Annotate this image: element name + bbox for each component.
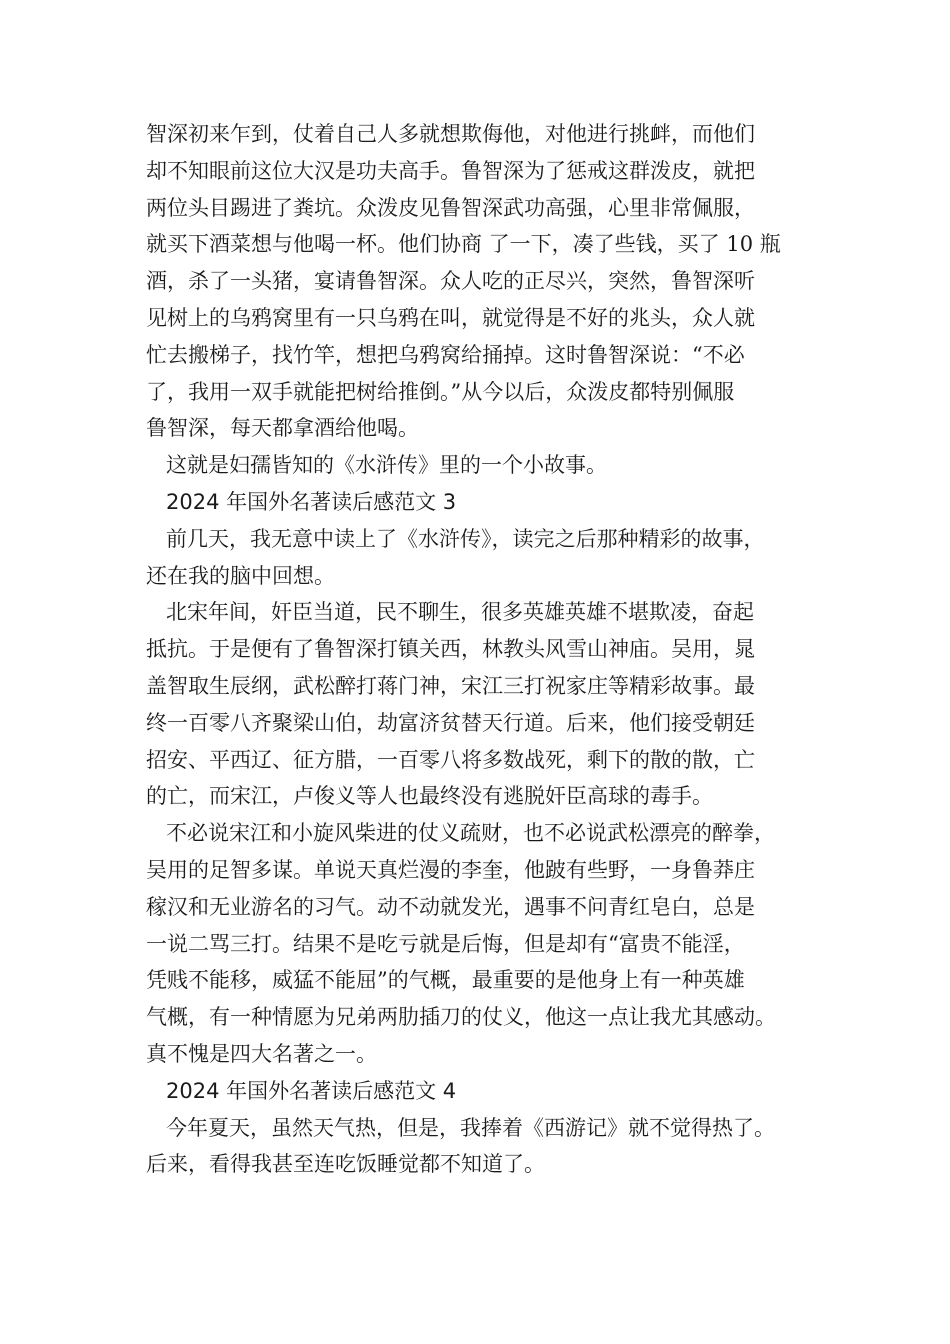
- paragraph-line: 稼汉和无业游名的习气。动不动就发光，遇事不问青红皂白，总是: [146, 894, 755, 919]
- paragraph-line: 前几天，我无意中读上了《水浒传》，读完之后那种精彩的故事，: [166, 526, 765, 551]
- paragraph-line: 却不知眼前这位大汉是功夫高手。鲁智深为了惩戒这群泼皮，就把: [146, 158, 755, 183]
- paragraph-line: 今年夏天，虽然天气热，但是，我捧着《西游记》就不觉得热了。: [166, 1115, 775, 1140]
- paragraph-line: 后来，看得我甚至连吃饭睡觉都不知道了。: [146, 1152, 545, 1177]
- paragraph-line: 就买下酒菜想与他喝一杯。他们协商 了一下，凑了些钱，买了 10 瓶: [146, 232, 781, 257]
- paragraph-line: 忙去搬梯子，找竹竿，想把乌鸦窝给捅掉。这时鲁智深说：“不必: [146, 342, 745, 367]
- paragraph-line: 酒，杀了一头猪，宴请鲁智深。众人吃的正尽兴，突然，鲁智深听: [146, 269, 755, 294]
- paragraph-line: 终一百零八齐聚梁山伯，劫富济贫替天行道。后来，他们接受朝廷: [146, 710, 755, 735]
- paragraph-line: 北宋年间，奸臣当道，民不聊生，很多英雄英雄不堪欺凌，奋起: [166, 600, 754, 625]
- paragraph-line: 两位头目踢进了粪坑。众泼皮见鲁智深武功高强，心里非常佩服，: [146, 195, 755, 220]
- paragraph-line: 智深初来乍到，仗着自己人多就想欺侮他，对他进行挑衅，而他们: [146, 122, 755, 146]
- section-heading: 2024 年国外名著读后感范文 3: [166, 489, 457, 514]
- paragraph-line: 这就是妇孺皆知的《水浒传》里的一个小故事。: [166, 453, 607, 478]
- paragraph-line: 见树上的乌鸦窝里有一只乌鸦在叫，就觉得是不好的兆头，众人就: [146, 305, 755, 330]
- paragraph-line: 凭贱不能移，威猛不能屈”的气概，最重要的是他身上有一种英雄: [146, 968, 745, 993]
- paragraph-line: 抵抗。于是便有了鲁智深打镇关西，林教头风雪山神庙。吴用，晁: [146, 637, 755, 662]
- paragraph-line: 的亡，而宋江，卢俊义等人也最终没有逃脱奸臣高球的毒手。: [146, 784, 713, 809]
- document-body: [146, 116, 836, 1183]
- paragraph-line: 盖智取生辰纲，武松醉打蒋门神，宋江三打祝家庄等精彩故事。最: [146, 673, 755, 698]
- paragraph-line: 还在我的脑中回想。: [146, 563, 335, 588]
- paragraph-line: 鲁智深，每天都拿酒给他喝。: [146, 416, 419, 441]
- paragraph-line: 不必说宋江和小旋风柴进的仗义疏财，也不必说武松漂亮的醉拳，: [166, 821, 775, 846]
- section-heading: 2024 年国外名著读后感范文 4: [166, 1078, 457, 1103]
- paragraph-line: 真不愧是四大名著之一。: [146, 1041, 377, 1066]
- paragraph-line: 吴用的足智多谋。单说天真烂漫的李奎，他跛有些野，一身鲁莽庄: [146, 857, 755, 882]
- paragraph-line: 气概，有一种情愿为兄弟两肋插刀的仗义，他这一点让我尤其感动。: [146, 1005, 776, 1030]
- paragraph-line: 一说二骂三打。结果不是吃亏就是后悔，但是却有“富贵不能淫，: [146, 931, 745, 956]
- paragraph-line: 招安、平西辽、征方腊，一百零八将多数战死，剩下的散的散，亡: [146, 747, 755, 772]
- paragraph-line: 了，我用一双手就能把树给推倒。”从今以后，众泼皮都特别佩服: [146, 379, 735, 404]
